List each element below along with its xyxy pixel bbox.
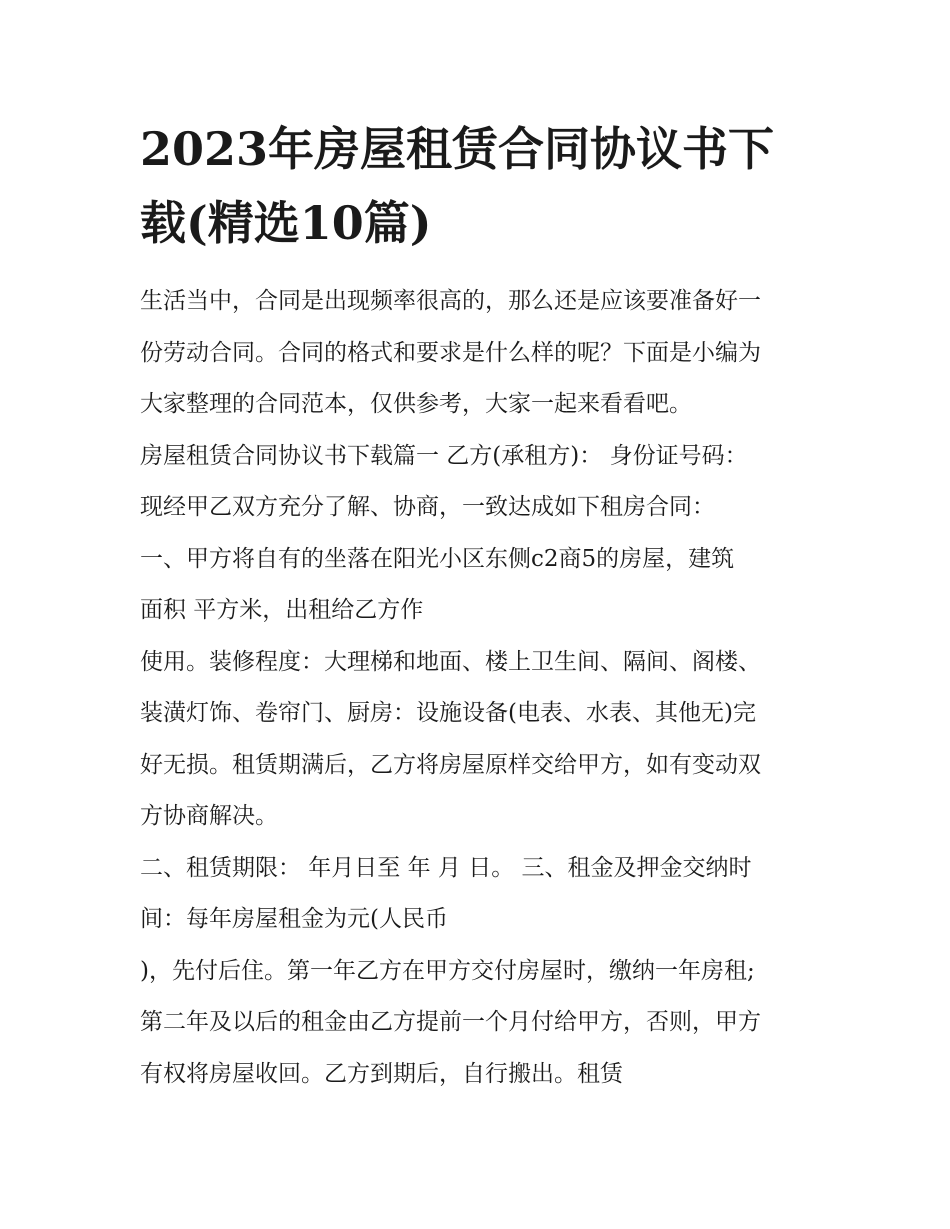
body-line: 间：每年房屋租金为元(人民币 (140, 906, 448, 932)
body-line: 面积 平方米，出租给乙方作 (140, 597, 424, 623)
body-line: 有权将房屋收回。乙方到期后，自行搬出。租赁 (140, 1060, 623, 1087)
body-line: 生活当中，合同是出现频率很高的，那么还是应该要准备好一 (140, 288, 761, 314)
body-line: 方协商解决。 (140, 803, 278, 829)
document-body (140, 276, 820, 1100)
body-line: 第二年及以后的租金由乙方提前一个月付给甲方，否则，甲方 (140, 1009, 761, 1035)
body-line: 一、甲方将自有的坐落在阳光小区东侧c2商5的房屋，建筑 (140, 545, 735, 572)
body-line: 二、租赁期限： 年月日至 年 月 日。 三、租金及押金交纳时 (140, 854, 752, 881)
title-line: 载(精选10篇) (140, 196, 432, 250)
title-line: 2023年房屋租赁合同协议书下 (140, 122, 775, 176)
body-line: 装潢灯饰、卷帘门、厨房：设施设备(电表、水表、其他无)完 (140, 700, 756, 726)
body-line: 房屋租赁合同协议书下载篇一 乙方(承租方)： 身份证号码： (140, 442, 748, 469)
body-line: 大家整理的合同范本，仅供参考，大家一起来看看吧。 (140, 391, 692, 417)
body-line: 好无损。租赁期满后，乙方将房屋原样交给甲方，如有变动双 (140, 751, 761, 778)
body-line: )，先付后住。第一年乙方在甲方交付房屋时，缴纳一年房租; (140, 957, 755, 984)
document-page (140, 112, 820, 1100)
body-line: 份劳动合同。合同的格式和要求是什么样的呢？下面是小编为 (140, 339, 761, 366)
body-line: 使用。装修程度：大理梯和地面、楼上卫生间、隔间、阁楼、 (140, 648, 761, 675)
document-title (140, 112, 820, 260)
body-line: 现经甲乙双方充分了解、协商，一致达成如下租房合同： (140, 494, 715, 520)
